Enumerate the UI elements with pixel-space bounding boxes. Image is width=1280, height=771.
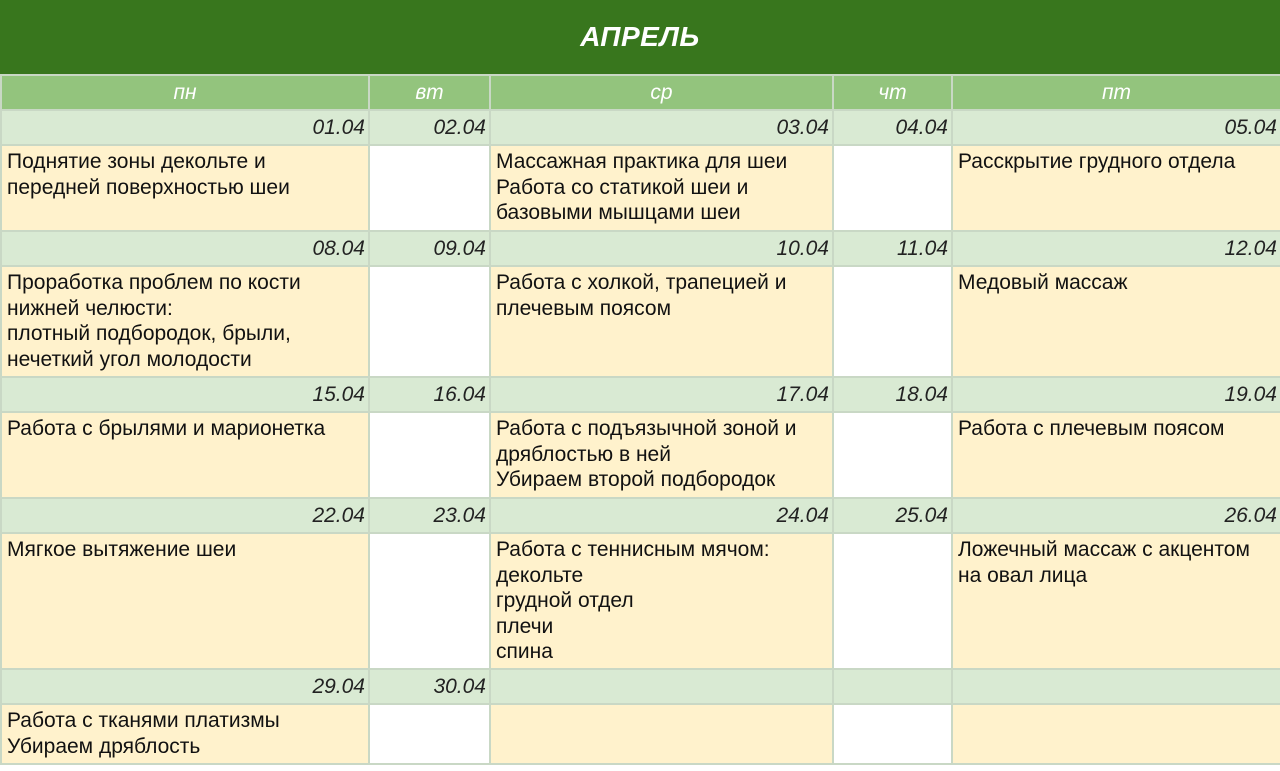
activity-cell-fri[interactable] — [952, 145, 1280, 231]
activity-line: Убираем второй подбородок — [496, 468, 776, 491]
date-cell[interactable]: 15.04 — [1, 377, 369, 412]
activity-cell-fri[interactable] — [952, 266, 1280, 377]
activity-line: спина — [496, 640, 553, 663]
activity-line: Работа с брылями и марионетка — [7, 417, 326, 440]
weekday-header-row — [1, 75, 1280, 110]
activity-row — [1, 412, 1280, 498]
activity-cell-thu[interactable] — [833, 145, 952, 231]
activity-line: Работа с теннисным мячом: — [496, 538, 770, 561]
activity-cell-mon[interactable] — [1, 412, 369, 498]
activity-cell-wed[interactable] — [490, 412, 833, 498]
activity-line: Работа с холкой, трапецией и — [496, 271, 787, 294]
activity-cell-wed[interactable] — [490, 266, 833, 377]
date-row — [1, 231, 1280, 266]
date-cell[interactable]: 18.04 — [833, 377, 952, 412]
activity-line: плотный подбородок, брыли, — [7, 322, 291, 345]
activity-line: Ложечный массаж с акцентом — [958, 538, 1250, 561]
activity-line: Массажная практика для шеи — [496, 150, 788, 173]
activity-line: Работа с плечевым поясом — [958, 417, 1225, 440]
date-cell[interactable]: 22.04 — [1, 498, 369, 533]
activity-line: плечевым поясом — [496, 296, 672, 320]
weekday-header-fri[interactable]: пт — [952, 75, 1280, 110]
activity-line: базовыми мышцами шеи — [496, 201, 741, 224]
date-cell[interactable]: 16.04 — [369, 377, 490, 412]
date-cell[interactable]: 24.04 — [490, 498, 833, 533]
date-cell[interactable]: 09.04 — [369, 231, 490, 266]
activity-line: грудной отдел — [496, 589, 634, 612]
month-title-bar — [0, 0, 1280, 74]
activity-line: Медовый массаж — [958, 271, 1128, 294]
month-title: АПРЕЛЬ — [580, 21, 700, 52]
activity-line: Проработка проблем по кости — [7, 271, 301, 294]
date-row — [1, 110, 1280, 145]
activity-line: Мягкое вытяжение шеи — [7, 538, 237, 561]
activity-line: Работа с подъязычной зоной и — [496, 417, 797, 440]
date-cell[interactable]: 02.04 — [369, 110, 490, 145]
weekday-header-mon[interactable]: пн — [1, 75, 369, 110]
activity-cell-mon[interactable] — [1, 266, 369, 377]
date-cell[interactable]: 23.04 — [369, 498, 490, 533]
date-cell[interactable]: 17.04 — [490, 377, 833, 412]
activity-cell-tue[interactable] — [369, 412, 490, 498]
weekday-header-wed[interactable]: ср — [490, 75, 833, 110]
activity-line: Работа со статикой шеи и — [496, 175, 749, 199]
activity-row — [1, 266, 1280, 377]
activity-row — [1, 145, 1280, 231]
date-cell[interactable]: 30.04 — [369, 669, 490, 704]
activity-cell-fri[interactable] — [952, 704, 1280, 764]
date-cell[interactable] — [490, 669, 833, 704]
date-cell[interactable]: 25.04 — [833, 498, 952, 533]
activity-cell-wed[interactable] — [490, 145, 833, 231]
date-cell[interactable]: 03.04 — [490, 110, 833, 145]
weekday-header-tue[interactable]: вт — [369, 75, 490, 110]
activity-cell-thu[interactable] — [833, 704, 952, 764]
activity-cell-tue[interactable] — [369, 266, 490, 377]
date-row — [1, 377, 1280, 412]
activity-cell-wed[interactable] — [490, 704, 833, 764]
date-row — [1, 498, 1280, 533]
activity-line: плечи — [496, 614, 554, 638]
date-cell[interactable]: 12.04 — [952, 231, 1280, 266]
date-cell[interactable]: 08.04 — [1, 231, 369, 266]
activity-cell-tue[interactable] — [369, 145, 490, 231]
date-cell[interactable]: 05.04 — [952, 110, 1280, 145]
activity-cell-fri[interactable] — [952, 412, 1280, 498]
date-cell[interactable]: 04.04 — [833, 110, 952, 145]
calendar-table — [0, 74, 1280, 765]
date-cell[interactable]: 10.04 — [490, 231, 833, 266]
date-row — [1, 669, 1280, 704]
activity-cell-wed[interactable] — [490, 533, 833, 669]
activity-line: нечеткий угол молодости — [7, 347, 252, 371]
activity-line: Работа с тканями платизмы — [7, 709, 280, 732]
date-cell[interactable] — [952, 669, 1280, 704]
activity-line: декольте — [496, 563, 584, 587]
date-cell[interactable]: 19.04 — [952, 377, 1280, 412]
activity-line: нижней челюсти: — [7, 296, 173, 320]
date-cell[interactable]: 29.04 — [1, 669, 369, 704]
date-cell[interactable] — [833, 669, 952, 704]
activity-cell-mon[interactable] — [1, 533, 369, 669]
activity-line: на овал лица — [958, 563, 1088, 587]
activity-line: Расскрытие грудного отдела — [958, 150, 1236, 173]
activity-cell-mon[interactable] — [1, 145, 369, 231]
activity-line: Поднятие зоны декольте и — [7, 150, 266, 173]
activity-cell-tue[interactable] — [369, 533, 490, 669]
weekday-header-thu[interactable]: чт — [833, 75, 952, 110]
date-cell[interactable]: 11.04 — [833, 231, 952, 266]
activity-cell-thu[interactable] — [833, 412, 952, 498]
activity-line: передней поверхностью шеи — [7, 175, 290, 199]
activity-cell-thu[interactable] — [833, 533, 952, 669]
activity-cell-thu[interactable] — [833, 266, 952, 377]
activity-cell-mon[interactable] — [1, 704, 369, 764]
activity-cell-fri[interactable] — [952, 533, 1280, 669]
date-cell[interactable]: 26.04 — [952, 498, 1280, 533]
activity-line: Убираем дряблость — [7, 734, 201, 758]
activity-line: дряблостью в ней — [496, 442, 671, 466]
activity-cell-tue[interactable] — [369, 704, 490, 764]
activity-row — [1, 533, 1280, 669]
date-cell[interactable]: 01.04 — [1, 110, 369, 145]
activity-row — [1, 704, 1280, 764]
